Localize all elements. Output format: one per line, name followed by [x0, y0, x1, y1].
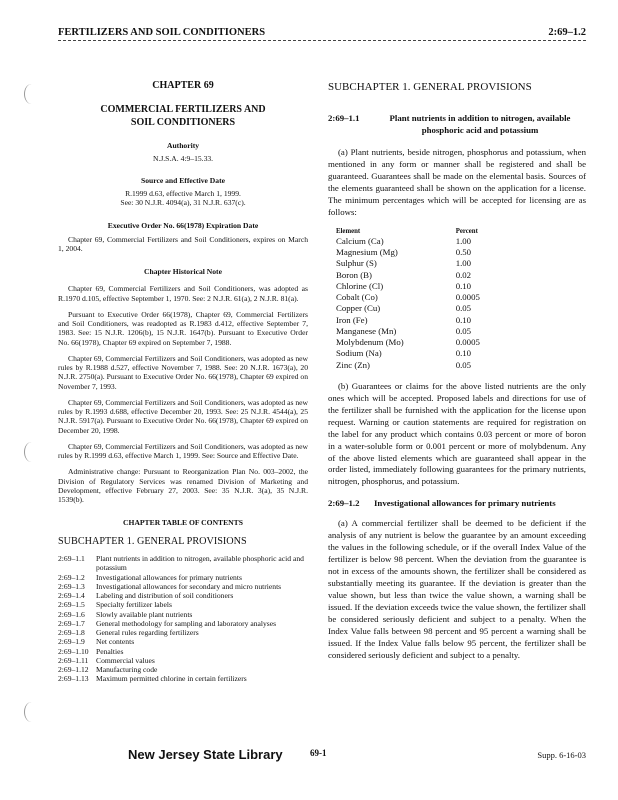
toc-title: Penalties	[96, 646, 124, 656]
toc-entry[interactable]	[58, 573, 308, 582]
element-cell: Magnesium (Mg)	[336, 247, 398, 258]
historical-note-paragraph: Administrative change: Pursuant to Reorganization Plan No. 003–2002, the Division of Regulatory Services was renamed Division of Marketing and Development, effective February 27, 2003. See: 35 N.J.R. 3(a), 35 N.J.R. 1539(b).	[58, 467, 308, 505]
toc-title: Investigational allowances for secondary and micro nutrients	[96, 581, 282, 591]
toc-entry[interactable]	[58, 628, 308, 637]
subchapter-heading: SUBCHAPTER 1. GENERAL PROVISIONS	[328, 81, 532, 93]
toc-title: Investigational allowances for primary nutrients	[96, 572, 242, 582]
table-row	[336, 360, 480, 371]
element-cell: Cobalt (Co)	[336, 292, 378, 303]
authority-text: N.J.S.A. 4:9–15.33.	[152, 154, 214, 164]
historical-note-heading: Chapter Historical Note	[144, 267, 222, 277]
toc-subchapter: SUBCHAPTER 1. GENERAL PROVISIONS	[58, 535, 247, 547]
toc-title: Slowly available plant nutrients	[96, 609, 193, 619]
table-row	[336, 281, 480, 292]
toc-number: 2:69–1.9	[58, 637, 85, 647]
percent-cell: 0.05	[455, 325, 472, 336]
running-header	[58, 27, 586, 41]
section-number: 2:69–1.1	[328, 112, 360, 123]
percent-cell: 0.10	[455, 314, 472, 325]
element-cell: Chlorine (Cl)	[336, 280, 384, 291]
toc-number: 2:69–1.6	[58, 609, 85, 619]
toc-number: 2:69–1.5	[58, 600, 85, 610]
toc-number: 2:69–1.7	[58, 618, 85, 628]
toc-number: 2:69–1.4	[58, 591, 85, 601]
toc-number: 2:69–1.2	[58, 572, 85, 582]
percent-cell: 0.0005	[455, 292, 480, 303]
toc-title: General rules regarding fertilizers	[96, 628, 199, 638]
toc-number: 2:69–1.1	[58, 554, 85, 564]
toc-title: Specialty fertilizer labels	[96, 600, 172, 610]
element-cell: Copper (Cu)	[336, 303, 381, 314]
toc-title: Manufacturing code	[96, 665, 158, 675]
toc-entry[interactable]	[58, 637, 308, 646]
percent-cell: 0.02	[455, 269, 472, 280]
section-title: Investigational allowances for primary nutrients	[374, 498, 556, 509]
historical-note-paragraph: Chapter 69, Commercial Fertilizers and Soil Conditioners, was adopted as R.1970 d.105, effective September 1, 1970. See: 2 N.J.R. 61(a), 2 N.J.R. 81(a).	[58, 284, 308, 303]
toc-number: 2:69–1.3	[58, 581, 85, 591]
table-row	[336, 270, 480, 281]
element-cell: Zinc (Zn)	[336, 359, 370, 370]
toc-number: 2:69–1.12	[58, 665, 89, 675]
authority-heading: Authority	[166, 141, 200, 151]
table-row	[336, 292, 480, 303]
supplement-date: Supp. 6-16-03	[537, 750, 586, 760]
punch-mark	[24, 702, 39, 722]
punch-mark	[24, 84, 39, 104]
element-cell: Manganese (Mn)	[336, 325, 397, 336]
toc-title: General methodology for sampling and laboratory analyses	[96, 618, 277, 628]
toc-entry[interactable]	[58, 554, 308, 573]
table-header-element: Element	[336, 227, 361, 235]
section-paragraph: (a) A commercial fertilizer shall be deemed to be deficient if the analysis of any nutrient is below the guarantee by an amount exceeding the values in the following schedule, or if the overall Index Value of the fertilizer is below 98 percent. When the deviation from the guarantee is not in excess of the amounts shown, the fertilizer shall be considered as substantially meeting its guarantee. If the deviation is greater than the value shown, but less than twice the value shown, a warning shall be issued. If the deviation exceeds twice the value shown, the fertilizer shall be considered seriously deficient and subject to a penalty. When the Index Value falls between 98 percent and 95 percent a warning shall be issued. If the Index Value falls below 95 percent, the fertilizer shall be considered seriously deficient and subject to a penalty.	[328, 518, 586, 660]
toc-number: 2:69–1.11	[58, 655, 89, 665]
toc-title: Net contents	[96, 637, 135, 647]
toc-title: Maximum permitted chlorine in certain fertilizers	[96, 674, 247, 684]
toc-number: 2:69–1.10	[58, 646, 89, 656]
table-row	[336, 326, 480, 337]
element-cell: Iron (Fe)	[336, 314, 368, 325]
element-cell: Sodium (Na)	[336, 348, 382, 359]
toc-entry[interactable]	[58, 647, 308, 656]
toc-heading: CHAPTER TABLE OF CONTENTS	[123, 518, 243, 528]
historical-note-paragraph: Chapter 69, Commercial Fertilizers and Soil Conditioners, was adopted as new rules by R.1999 d.63, effective March 1, 1999. See: Source and Effective Date.	[58, 441, 308, 461]
percent-cell: 0.05	[455, 359, 472, 370]
toc-title: Plant nutrients in addition to nitrogen, available phosphoric acid and potassium	[96, 554, 304, 573]
element-cell: Sulphur (S)	[336, 258, 377, 269]
toc-number: 2:69–1.13	[58, 674, 89, 684]
historical-note-paragraph: Chapter 69, Commercial Fertilizers and Soil Conditioners, was adopted as new rules by R.1993 d.688, effective December 20, 1993. See: 25 N.J.R. 4544(a), 25 N.J.R. 5917(a). Pursuant to Executive Order No. 66(1978), Chapter 69 expired on December 20, 1998.	[58, 397, 308, 435]
header-title: FERTILIZERS AND SOIL CONDITIONERS	[58, 27, 266, 38]
percent-cell: 0.0005	[455, 337, 480, 348]
source-heading: Source and Effective Date	[140, 175, 225, 185]
section-heading	[328, 113, 586, 137]
table-header-row	[336, 227, 480, 236]
source-line: See: 30 N.J.R. 4094(a), 31 N.J.R. 637(c).	[120, 198, 246, 208]
right-column	[328, 80, 586, 669]
page-footer	[58, 747, 586, 767]
historical-note-paragraph: Pursuant to Executive Order 66(1978), Chapter 69, Commercial Fertilizers and Soil Conditioners, was readopted as R.1983 d.412, effective September 7, 1983. See: 15 N.J.R. 1206(b), 15 N.J.R. 1647(b). Pursuant to Executive Order No. 66(1978), Chapter 69 expired on September 7, 1988.	[58, 309, 308, 347]
chapter-number: CHAPTER 69	[152, 80, 214, 91]
toc-entry[interactable]	[58, 656, 308, 665]
percent-cell: 0.10	[455, 280, 472, 291]
element-cell: Boron (B)	[336, 269, 372, 280]
chapter-title	[58, 104, 308, 129]
toc-entry[interactable]	[58, 600, 308, 609]
toc-entry[interactable]	[58, 665, 308, 674]
table-of-contents	[58, 554, 308, 684]
chapter-title-line: COMMERCIAL FERTILIZERS AND	[100, 104, 266, 116]
table-header-percent: Percent	[455, 227, 478, 235]
executive-order-text: Chapter 69, Commercial Fertilizers and Soil Conditioners, expires on March 1, 2004.	[58, 234, 308, 253]
percent-cell: 0.05	[455, 303, 472, 314]
section-paragraph: (b) Guarantees or claims for the above listed nutrients are the only ones which will be accepted. Proposed labels and directions for use of the fertilizer shall be furnished with the application for the license upon request. Warning or caution statements are required for registration on the label for any product which contains 0.03 percent or more of boron in a water-soluble form or 0.001 percent or more of molybdenum. Any of the above listed elements which are guaranteed shall appear in the order listed, immediately following guarantees for the primary nutrients, nitrogen, phosphorus, and potassium.	[328, 380, 586, 487]
table-row	[336, 258, 480, 269]
toc-number: 2:69–1.8	[58, 628, 85, 638]
table-row	[336, 337, 480, 348]
percent-cell: 1.00	[455, 258, 472, 269]
toc-entry[interactable]	[58, 610, 308, 619]
toc-title: Labeling and distribution of soil conditioners	[96, 591, 234, 601]
chapter-title-line: SOIL CONDITIONERS	[130, 116, 236, 128]
source-line: R.1999 d.63, effective March 1, 1999.	[125, 188, 241, 198]
historical-note-paragraph: Chapter 69, Commercial Fertilizers and Soil Conditioners, was adopted as new rules by R.1988 d.527, effective November 7, 1988. See: 20 N.J.R. 1673(a), 20 N.J.R. 2750(a). Pursuant to Executive Order No. 66(1978), Chapter 69 expired on November 7, 1993.	[58, 353, 308, 391]
section-paragraph: (a) Plant nutrients, beside nitrogen, phosphorus and potassium, when mentioned in any form or manner shall be registered and shall be guaranteed. Guarantees shall be made on the elemental basis. Sources of the elements guaranteed shall be shown on the application for a license. The minimum percentages which will be accepted for licensing are as follows:	[328, 146, 586, 217]
library-stamp: New Jersey State Library	[128, 747, 283, 762]
section-number: 2:69–1.2	[328, 498, 360, 509]
percent-cell: 0.50	[455, 247, 472, 258]
executive-order-heading: Executive Order No. 66(1978) Expiration Date	[107, 221, 259, 231]
toc-entry[interactable]	[58, 619, 308, 628]
nutrient-percentage-table	[336, 227, 480, 371]
section-title: Plant nutrients in addition to nitrogen, available phosphoric acid and potassium	[389, 112, 571, 135]
toc-title: Commercial values	[96, 655, 155, 665]
table-row	[336, 315, 480, 326]
toc-entry[interactable]	[58, 591, 308, 600]
table-row	[336, 348, 480, 359]
header-section: 2:69–1.2	[548, 27, 586, 38]
punch-mark	[24, 442, 39, 462]
page-number: 69-1	[310, 748, 327, 758]
table-row	[336, 247, 480, 258]
element-cell: Molybdenum (Mo)	[336, 337, 404, 348]
element-cell: Calcium (Ca)	[336, 235, 384, 246]
section-heading	[328, 498, 586, 510]
toc-entry[interactable]	[58, 674, 308, 683]
percent-cell: 0.10	[455, 348, 472, 359]
table-row	[336, 236, 480, 247]
table-row	[336, 303, 480, 314]
percent-cell: 1.00	[455, 235, 472, 246]
left-column	[58, 80, 308, 684]
toc-entry[interactable]	[58, 582, 308, 591]
